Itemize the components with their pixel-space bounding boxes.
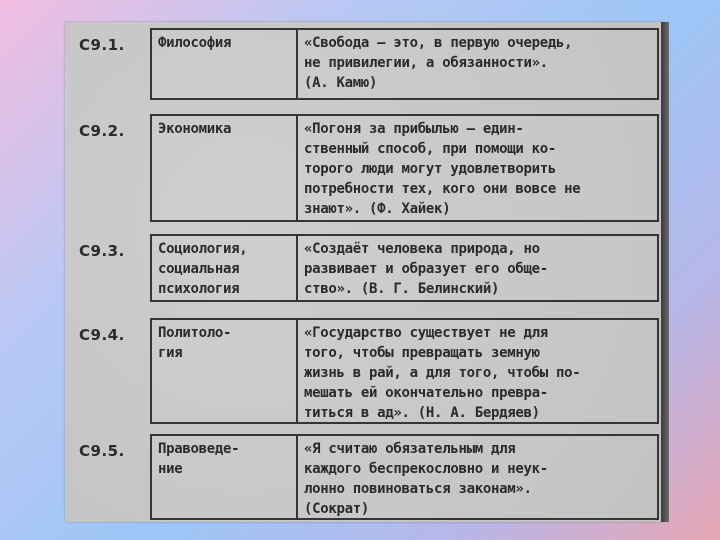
task-code: С9.4. xyxy=(79,326,125,344)
quote-cell xyxy=(296,114,659,222)
quote-cell xyxy=(296,434,659,520)
subject-label: Социология, социальная психология xyxy=(158,241,248,297)
quote-cell xyxy=(296,318,659,424)
quote-text: «Погоня за прибылью — един- ственный способ, при помощи ко- торого люди могут удовлетворить потребности тех, кого они вовсе не знают». (Ф. Хайек) xyxy=(304,121,581,217)
task-row-c9-1 xyxy=(65,28,663,100)
task-code: С9.2. xyxy=(79,122,125,140)
quote-text: «Государство существует не для того, чтобы превращать земную жизнь в рай, а для того, чтобы по- мешать ей окончательно превра- титься в ад». (Н. А. Бердяев) xyxy=(304,325,581,421)
subject-label: Правоведе- ние xyxy=(158,441,240,477)
quote-text: «Создаёт человека природа, но развивает и образует его обще- ство». (В. Г. Белинский) xyxy=(304,241,548,297)
subject-label: Экономика xyxy=(158,121,232,137)
scanned-page xyxy=(65,22,663,522)
subject-cell xyxy=(150,28,298,100)
quote-text: «Свобода — это, в первую очередь, не привилегии, а обязанности». (А. Камю) xyxy=(304,35,573,91)
subject-cell xyxy=(150,318,298,424)
subject-label: Философия xyxy=(158,35,232,51)
subject-cell xyxy=(150,114,298,222)
task-row-c9-3 xyxy=(65,234,663,302)
task-code: С9.3. xyxy=(79,242,125,260)
task-code: С9.5. xyxy=(79,442,125,460)
quote-cell xyxy=(296,234,659,302)
quote-cell xyxy=(296,28,659,100)
subject-cell xyxy=(150,234,298,302)
task-row-c9-2 xyxy=(65,114,663,222)
subject-label: Политоло- гия xyxy=(158,325,232,361)
quote-text: «Я считаю обязательным для каждого беспрекословно и неук- лонно повиноваться законам». (Сократ) xyxy=(304,441,548,517)
subject-cell xyxy=(150,434,298,520)
task-code: С9.1. xyxy=(79,36,125,54)
task-row-c9-4 xyxy=(65,318,663,424)
task-row-c9-5 xyxy=(65,434,663,520)
